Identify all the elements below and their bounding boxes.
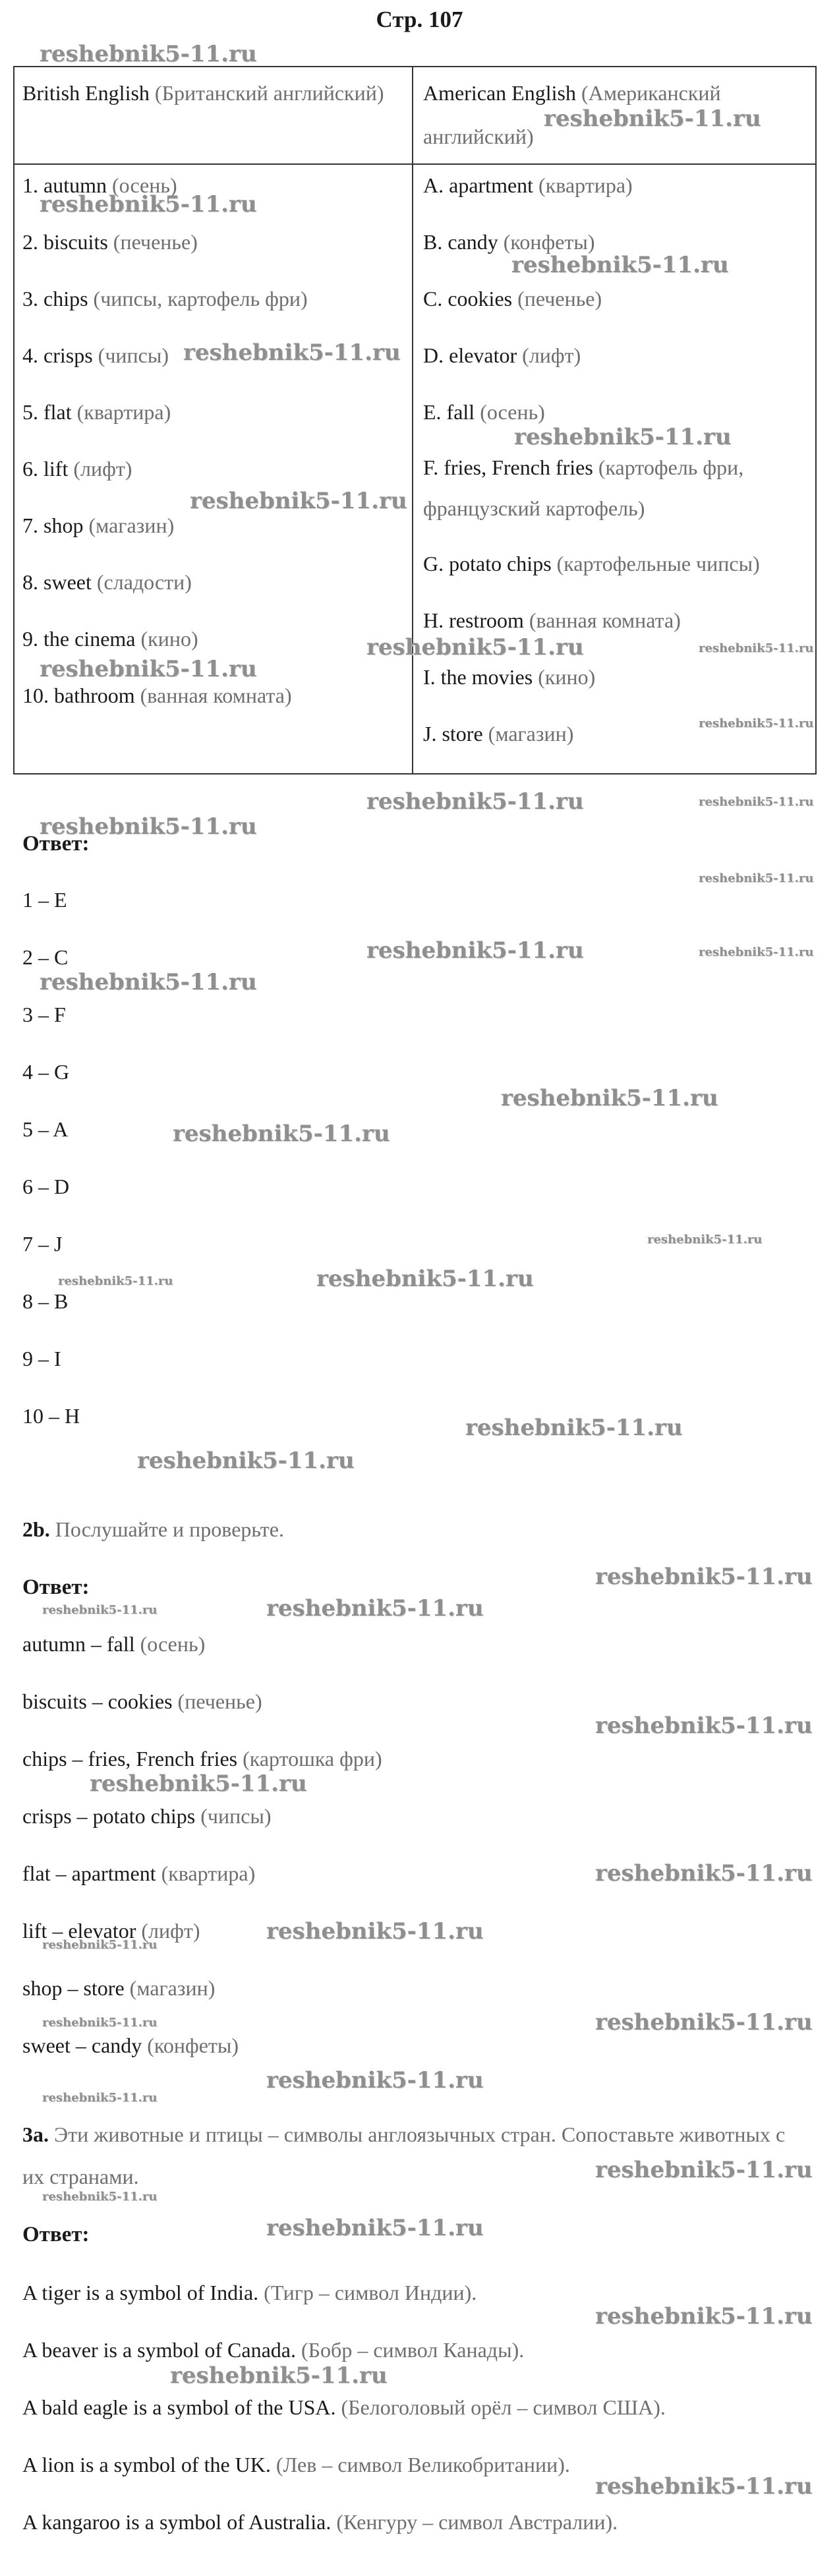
- british-word: 10. bathroom (ванная комната): [22, 684, 292, 707]
- watermark: reshebnik5-11.ru: [58, 1274, 173, 1288]
- watermark: reshebnik5-11.ru: [42, 2091, 158, 2105]
- watermark: reshebnik5-11.ru: [699, 641, 814, 655]
- watermark: reshebnik5-11.ru: [42, 1938, 158, 1952]
- answer-line: shop – store (магазин): [22, 1976, 216, 2000]
- watermark: reshebnik5-11.ru: [90, 1771, 307, 1797]
- watermark: reshebnik5-11.ru: [173, 1121, 390, 1147]
- answer-line: autumn – fall (осень): [22, 1632, 206, 1656]
- watermark: reshebnik5-11.ru: [40, 656, 257, 682]
- watermark: reshebnik5-11.ru: [595, 2303, 813, 2329]
- answer-line: 6 – D: [22, 1175, 70, 1198]
- watermark: reshebnik5-11.ru: [595, 1564, 813, 1590]
- british-word: 4. crisps (чипсы): [22, 343, 169, 367]
- watermark: reshebnik5-11.ru: [366, 788, 584, 815]
- watermark: reshebnik5-11.ru: [501, 1085, 718, 1111]
- watermark: reshebnik5-11.ru: [366, 634, 584, 660]
- watermark: reshebnik5-11.ru: [699, 795, 814, 809]
- watermark: reshebnik5-11.ru: [40, 969, 257, 995]
- answer-line: A kangaroo is a symbol of Australia. (Кенгуру – символ Австралии).: [22, 2510, 618, 2534]
- answer-line: crisps – potato chips (чипсы): [22, 1804, 272, 1828]
- watermark: reshebnik5-11.ru: [266, 2215, 484, 2241]
- watermark: reshebnik5-11.ru: [465, 1415, 683, 1441]
- watermark: reshebnik5-11.ru: [266, 1595, 484, 1622]
- answer-line: flat – apartment (квартира): [22, 1861, 256, 1885]
- watermark: reshebnik5-11.ru: [40, 191, 257, 218]
- answer-line: A beaver is a symbol of Canada. (Бобр – символ Канады).: [22, 2338, 525, 2362]
- watermark: reshebnik5-11.ru: [699, 871, 814, 885]
- watermark: reshebnik5-11.ru: [595, 1860, 813, 1887]
- watermark: reshebnik5-11.ru: [137, 1448, 355, 1474]
- header-british: British English (Британский английский): [22, 81, 384, 105]
- answer-line: sweet – candy (конфеты): [22, 2034, 239, 2057]
- watermark: reshebnik5-11.ru: [366, 937, 584, 964]
- answer-line: biscuits – cookies (печенье): [22, 1689, 262, 1713]
- american-word: C. cookies (печенье): [423, 287, 602, 310]
- answer-line: chips – fries, French fries (картошка фри): [22, 1747, 382, 1771]
- watermark: reshebnik5-11.ru: [595, 2009, 813, 2035]
- watermark: reshebnik5-11.ru: [514, 424, 732, 450]
- answer-label: Ответ:: [22, 2223, 90, 2246]
- watermark: reshebnik5-11.ru: [42, 2190, 158, 2204]
- watermark: reshebnik5-11.ru: [266, 2067, 484, 2093]
- british-word: 5. flat (квартира): [22, 400, 171, 424]
- american-word: A. apartment (квартира): [423, 173, 633, 197]
- watermark: reshebnik5-11.ru: [40, 813, 257, 840]
- watermark: reshebnik5-11.ru: [647, 1233, 763, 1246]
- watermark: reshebnik5-11.ru: [699, 945, 814, 959]
- watermark: reshebnik5-11.ru: [42, 1603, 158, 1617]
- british-word: 1. autumn (осень): [22, 173, 177, 197]
- answer-line: 1 – E: [22, 888, 67, 912]
- american-word: B. candy (конфеты): [423, 230, 595, 254]
- british-word: 8. sweet (сладости): [22, 570, 192, 594]
- watermark: reshebnik5-11.ru: [266, 1918, 484, 1945]
- page-title: Стр. 107: [376, 7, 463, 32]
- american-word: J. store (магазин): [423, 722, 574, 746]
- watermark: reshebnik5-11.ru: [190, 488, 407, 514]
- answer-line: 4 – G: [22, 1060, 70, 1084]
- answer-line: A bald eagle is a symbol of the USA. (Белоголовый орёл – символ США).: [22, 2395, 666, 2419]
- british-word: 2. biscuits (печенье): [22, 230, 198, 254]
- answer-line: 2 – C: [22, 945, 69, 969]
- watermark: reshebnik5-11.ru: [316, 1266, 534, 1292]
- answer-line: A lion is a symbol of the UK. (Лев – символ Великобритании).: [22, 2453, 570, 2476]
- task-2b-heading: 2b. Послушайте и проверьте.: [22, 1517, 284, 1541]
- answer-line: 10 – H: [22, 1404, 80, 1428]
- american-word: G. potato chips (картофельные чипсы): [423, 552, 760, 575]
- american-word: I. the movies (кино): [423, 665, 596, 689]
- answer-line: A tiger is a symbol of India. (Тигр – символ Индии).: [22, 2281, 477, 2304]
- answer-line: 7 – J: [22, 1232, 63, 1256]
- answer-line: 9 – I: [22, 1347, 61, 1370]
- watermark: reshebnik5-11.ru: [595, 2157, 813, 2183]
- american-word: французский картофель): [423, 496, 645, 520]
- answer-label: Ответ:: [22, 1575, 90, 1599]
- table-column-divider: [412, 67, 413, 773]
- watermark: reshebnik5-11.ru: [40, 41, 257, 67]
- task-3a-heading: 3a. Эти животные и птицы – символы англоязычных стран. Сопоставьте животных с их странами.: [22, 2122, 786, 2188]
- british-word: 6. lift (лифт): [22, 457, 132, 481]
- answer-line: lift – elevator (лифт): [22, 1919, 200, 1943]
- british-word: 9. the cinema (кино): [22, 627, 198, 651]
- american-word: E. fall (осень): [423, 400, 545, 424]
- answer-line: 3 – F: [22, 1003, 66, 1026]
- british-word: 7. shop (магазин): [22, 513, 175, 537]
- american-word: D. elevator (лифт): [423, 343, 581, 367]
- american-word: F. fries, French fries (картофель фри,: [423, 455, 744, 479]
- answer-line: 8 – B: [22, 1289, 69, 1313]
- header-american: American English (Американский английский): [423, 81, 721, 148]
- watermark: reshebnik5-11.ru: [544, 105, 761, 132]
- watermark: reshebnik5-11.ru: [595, 2473, 813, 2500]
- watermark: reshebnik5-11.ru: [699, 717, 814, 730]
- watermark: reshebnik5-11.ru: [183, 339, 401, 366]
- watermark: reshebnik5-11.ru: [511, 252, 729, 278]
- answer-label: Ответ:: [22, 832, 90, 856]
- watermark: reshebnik5-11.ru: [170, 2362, 388, 2389]
- answer-line: 5 – A: [22, 1117, 69, 1141]
- watermark: reshebnik5-11.ru: [42, 2016, 158, 2030]
- watermark: reshebnik5-11.ru: [595, 1712, 813, 1739]
- british-word: 3. chips (чипсы, картофель фри): [22, 287, 308, 310]
- american-word: H. restroom (ванная комната): [423, 608, 681, 632]
